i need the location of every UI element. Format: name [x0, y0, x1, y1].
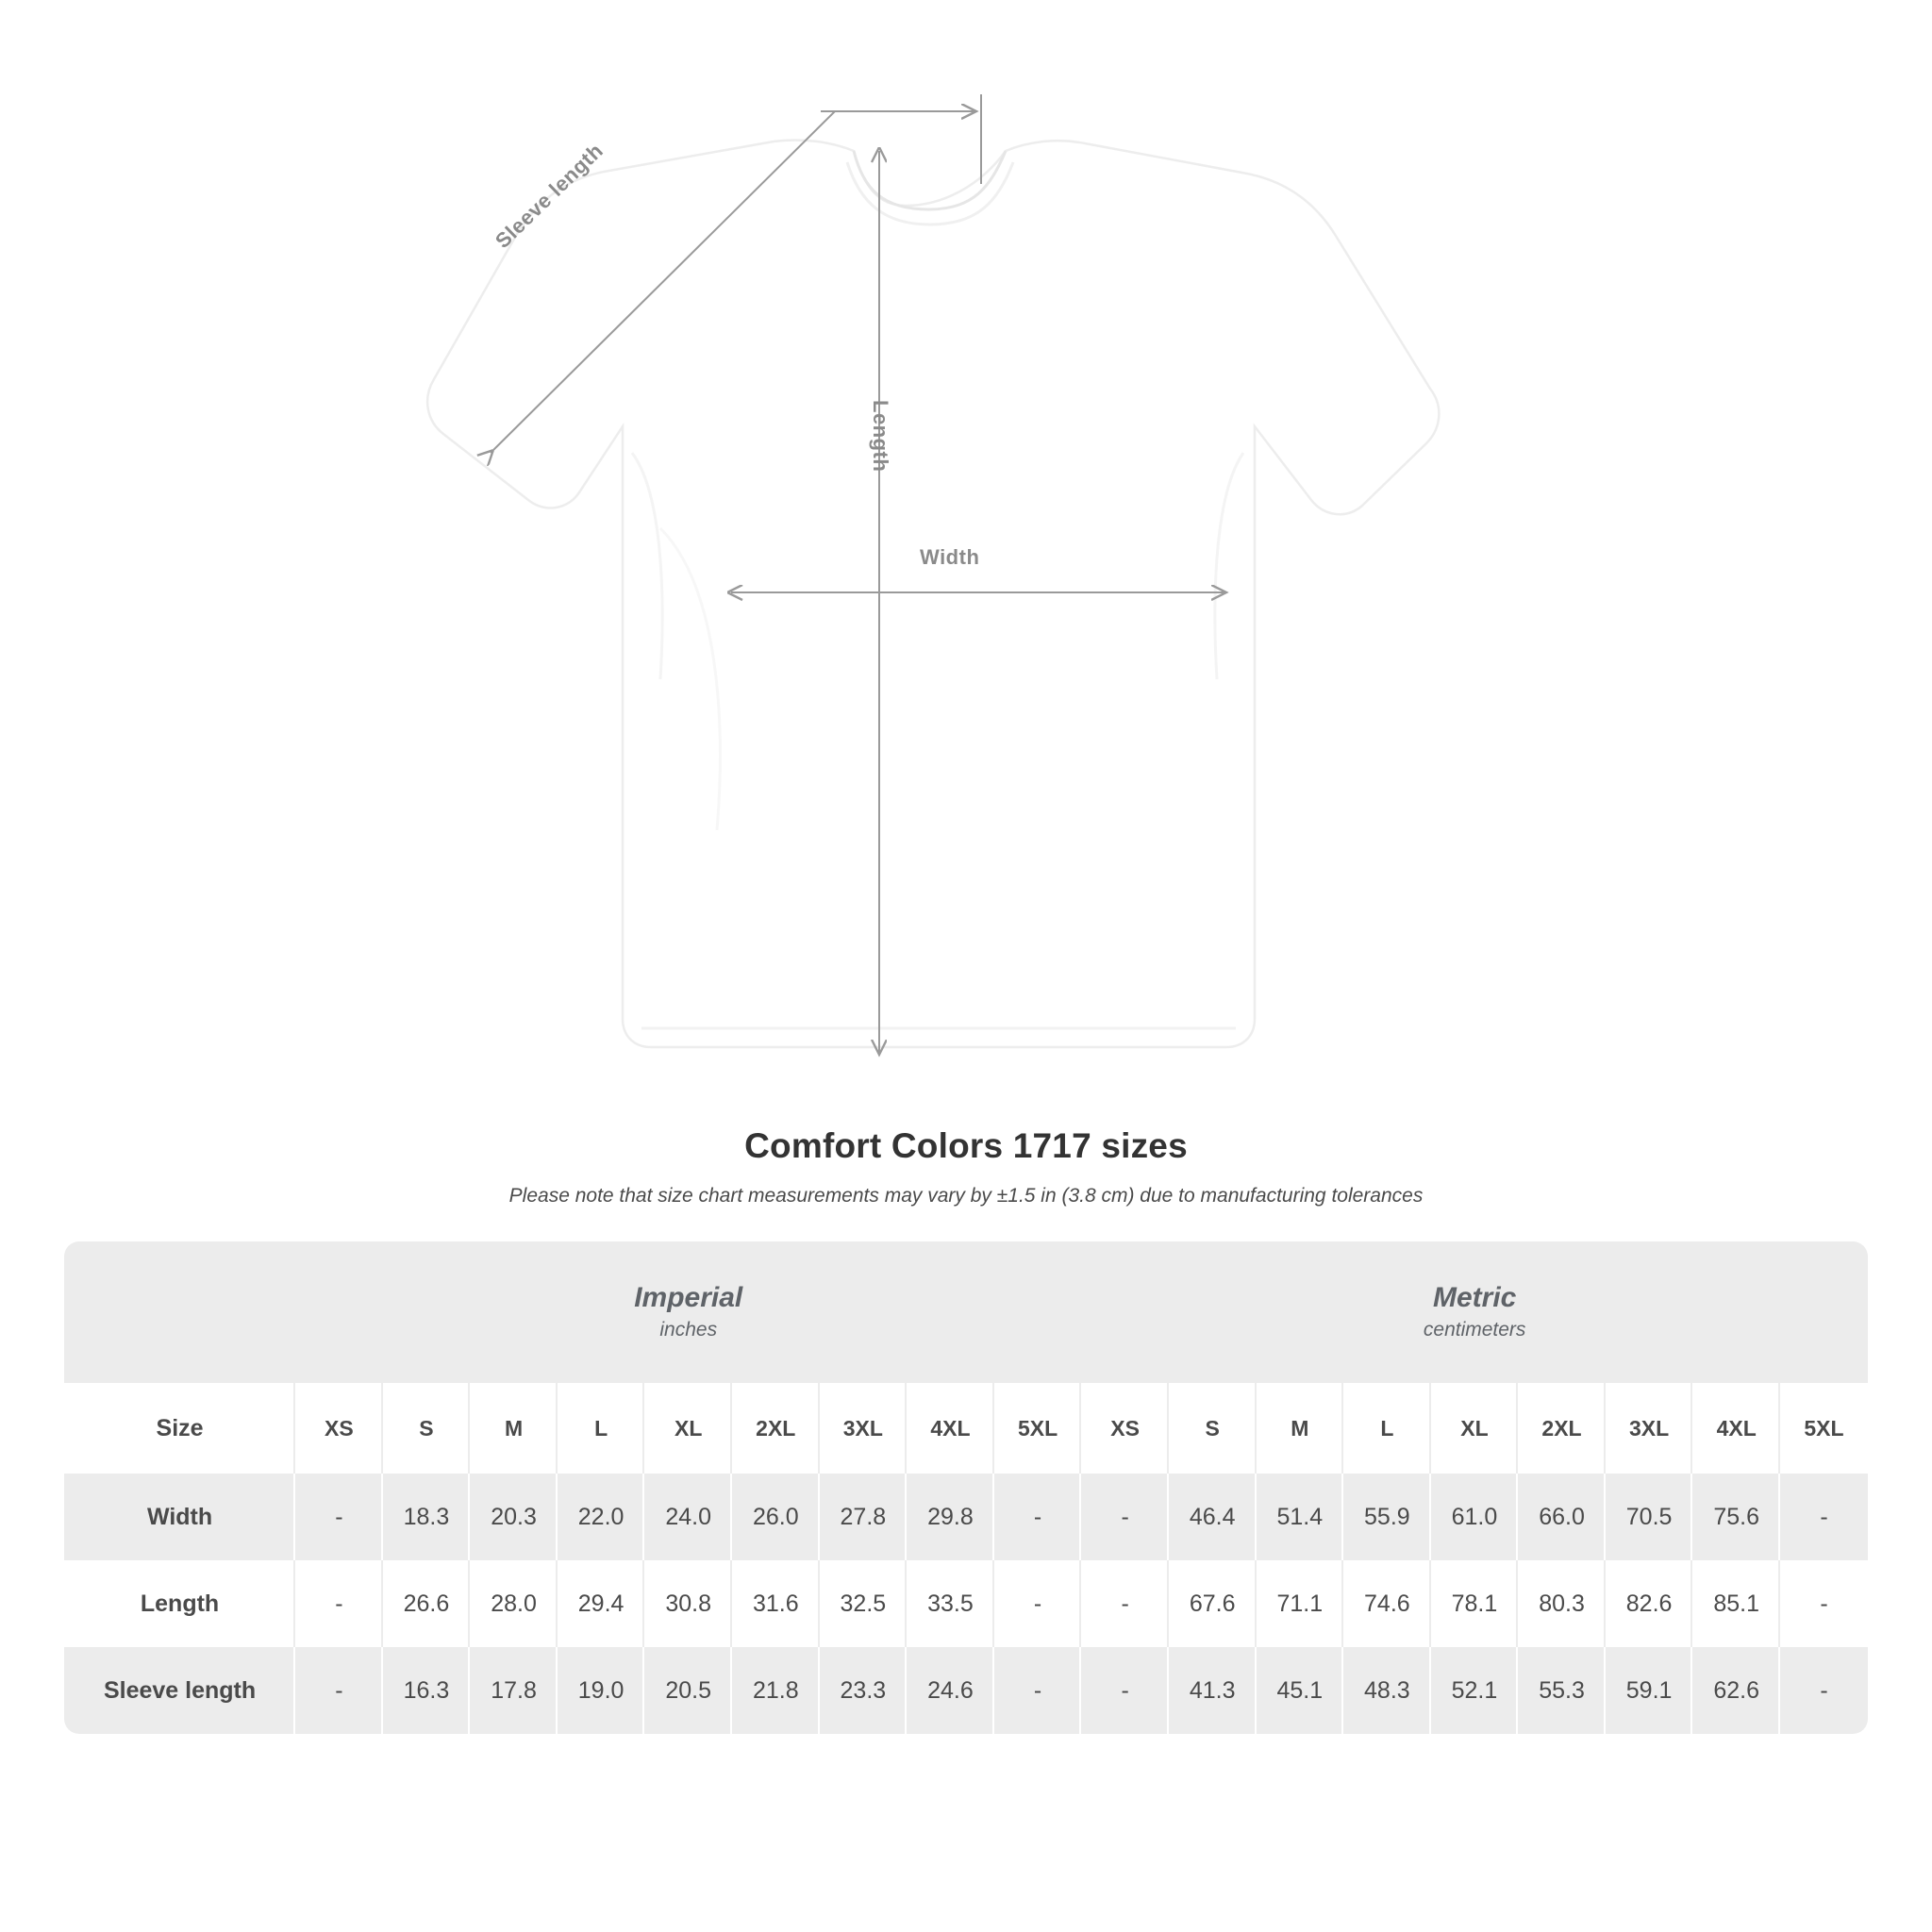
header-imperial-xs: XS [295, 1383, 383, 1474]
unit-row-spacer [64, 1241, 295, 1383]
cell-sleeve-metric-l: 48.3 [1343, 1647, 1431, 1734]
cell-width-metric-5xl: - [1780, 1474, 1868, 1560]
unit-imperial-name: Imperial [634, 1281, 743, 1313]
header-metric-l: L [1343, 1383, 1431, 1474]
cell-sleeve-imperial-5xl: - [994, 1647, 1082, 1734]
cell-sleeve-metric-xl: 52.1 [1431, 1647, 1519, 1734]
cell-width-imperial-l: 22.0 [558, 1474, 645, 1560]
header-metric-2xl: 2XL [1518, 1383, 1606, 1474]
unit-imperial [295, 1241, 1081, 1383]
header-metric-m: M [1257, 1383, 1344, 1474]
cell-width-metric-s: 46.4 [1169, 1474, 1257, 1560]
cell-sleeve-metric-4xl: 62.6 [1692, 1647, 1780, 1734]
cell-width-metric-3xl: 70.5 [1606, 1474, 1693, 1560]
cell-sleeve-metric-s: 41.3 [1169, 1647, 1257, 1734]
header-size: Size [64, 1383, 295, 1474]
header-metric-4xl: 4XL [1692, 1383, 1780, 1474]
tolerance-note: Please note that size chart measurements may vary by ±1.5 in (3.8 cm) due to manufacturing tolerances [508, 1185, 1424, 1207]
row-label-width: Width [64, 1474, 295, 1560]
cell-length-metric-l: 74.6 [1343, 1560, 1431, 1647]
cell-sleeve-imperial-xs: - [295, 1647, 383, 1734]
size-header-row [64, 1383, 1868, 1474]
cell-sleeve-imperial-2xl: 21.8 [732, 1647, 820, 1734]
cell-sleeve-imperial-xl: 20.5 [644, 1647, 732, 1734]
length-label: Length [869, 400, 892, 473]
header-imperial-4xl: 4XL [907, 1383, 994, 1474]
unit-metric-name: Metric [1432, 1281, 1517, 1313]
cell-width-imperial-m: 20.3 [470, 1474, 558, 1560]
cell-length-metric-s: 67.6 [1169, 1560, 1257, 1647]
cell-sleeve-metric-5xl: - [1780, 1647, 1868, 1734]
cell-length-imperial-l: 29.4 [558, 1560, 645, 1647]
header-imperial-2xl: 2XL [732, 1383, 820, 1474]
unit-metric [1081, 1241, 1868, 1383]
cell-length-metric-2xl: 80.3 [1518, 1560, 1606, 1647]
header-metric-xs: XS [1081, 1383, 1169, 1474]
unit-imperial-sub: inches [659, 1319, 718, 1341]
cell-length-imperial-m: 28.0 [470, 1560, 558, 1647]
table-row [64, 1474, 1868, 1560]
title-block [0, 1126, 1932, 1208]
row-label-sleeve-length: Sleeve length [64, 1647, 295, 1734]
page-title: Comfort Colors 1717 sizes [744, 1126, 1188, 1165]
cell-width-metric-2xl: 66.0 [1518, 1474, 1606, 1560]
unit-metric-sub: centimeters [1423, 1319, 1526, 1341]
cell-length-metric-xl: 78.1 [1431, 1560, 1519, 1647]
cell-length-imperial-3xl: 32.5 [820, 1560, 908, 1647]
cell-width-metric-m: 51.4 [1257, 1474, 1344, 1560]
cell-width-imperial-3xl: 27.8 [820, 1474, 908, 1560]
cell-length-imperial-4xl: 33.5 [907, 1560, 994, 1647]
cell-length-imperial-2xl: 31.6 [732, 1560, 820, 1647]
cell-sleeve-imperial-s: 16.3 [383, 1647, 471, 1734]
cell-width-imperial-xs: - [295, 1474, 383, 1560]
size-table-wrapper [64, 1241, 1868, 1734]
header-metric-xl: XL [1431, 1383, 1519, 1474]
row-label-length: Length [64, 1560, 295, 1647]
header-imperial-l: L [558, 1383, 645, 1474]
header-metric-3xl: 3XL [1606, 1383, 1693, 1474]
cell-sleeve-imperial-l: 19.0 [558, 1647, 645, 1734]
cell-sleeve-metric-3xl: 59.1 [1606, 1647, 1693, 1734]
sleeve-length-label: Sleeve length [491, 138, 608, 253]
cell-sleeve-imperial-4xl: 24.6 [907, 1647, 994, 1734]
header-imperial-3xl: 3XL [820, 1383, 908, 1474]
cell-sleeve-metric-xs: - [1081, 1647, 1169, 1734]
cell-length-imperial-xl: 30.8 [644, 1560, 732, 1647]
cell-length-imperial-xs: - [295, 1560, 383, 1647]
cell-length-imperial-5xl: - [994, 1560, 1082, 1647]
cell-width-metric-xl: 61.0 [1431, 1474, 1519, 1560]
cell-width-imperial-2xl: 26.0 [732, 1474, 820, 1560]
cell-width-imperial-xl: 24.0 [644, 1474, 732, 1560]
cell-width-metric-4xl: 75.6 [1692, 1474, 1780, 1560]
size-table [64, 1241, 1868, 1734]
table-row [64, 1647, 1868, 1734]
header-imperial-m: M [470, 1383, 558, 1474]
cell-sleeve-imperial-m: 17.8 [470, 1647, 558, 1734]
cell-width-metric-l: 55.9 [1343, 1474, 1431, 1560]
cell-sleeve-imperial-3xl: 23.3 [820, 1647, 908, 1734]
cell-width-imperial-4xl: 29.8 [907, 1474, 994, 1560]
cell-width-imperial-5xl: - [994, 1474, 1082, 1560]
cell-length-metric-3xl: 82.6 [1606, 1560, 1693, 1647]
tshirt-shape [427, 140, 1439, 1047]
header-imperial-xl: XL [644, 1383, 732, 1474]
cell-sleeve-metric-2xl: 55.3 [1518, 1647, 1606, 1734]
cell-width-imperial-s: 18.3 [383, 1474, 471, 1560]
header-metric-5xl: 5XL [1780, 1383, 1868, 1474]
header-imperial-5xl: 5XL [994, 1383, 1082, 1474]
cell-length-metric-m: 71.1 [1257, 1560, 1344, 1647]
cell-length-metric-xs: - [1081, 1560, 1169, 1647]
cell-width-metric-xs: - [1081, 1474, 1169, 1560]
header-metric-s: S [1169, 1383, 1257, 1474]
unit-header-row [64, 1241, 1868, 1383]
header-imperial-s: S [383, 1383, 471, 1474]
cell-length-metric-5xl: - [1780, 1560, 1868, 1647]
cell-sleeve-metric-m: 45.1 [1257, 1647, 1344, 1734]
cell-length-imperial-s: 26.6 [383, 1560, 471, 1647]
width-label: Width [920, 545, 980, 569]
table-row [64, 1560, 1868, 1647]
cell-length-metric-4xl: 85.1 [1692, 1560, 1780, 1647]
